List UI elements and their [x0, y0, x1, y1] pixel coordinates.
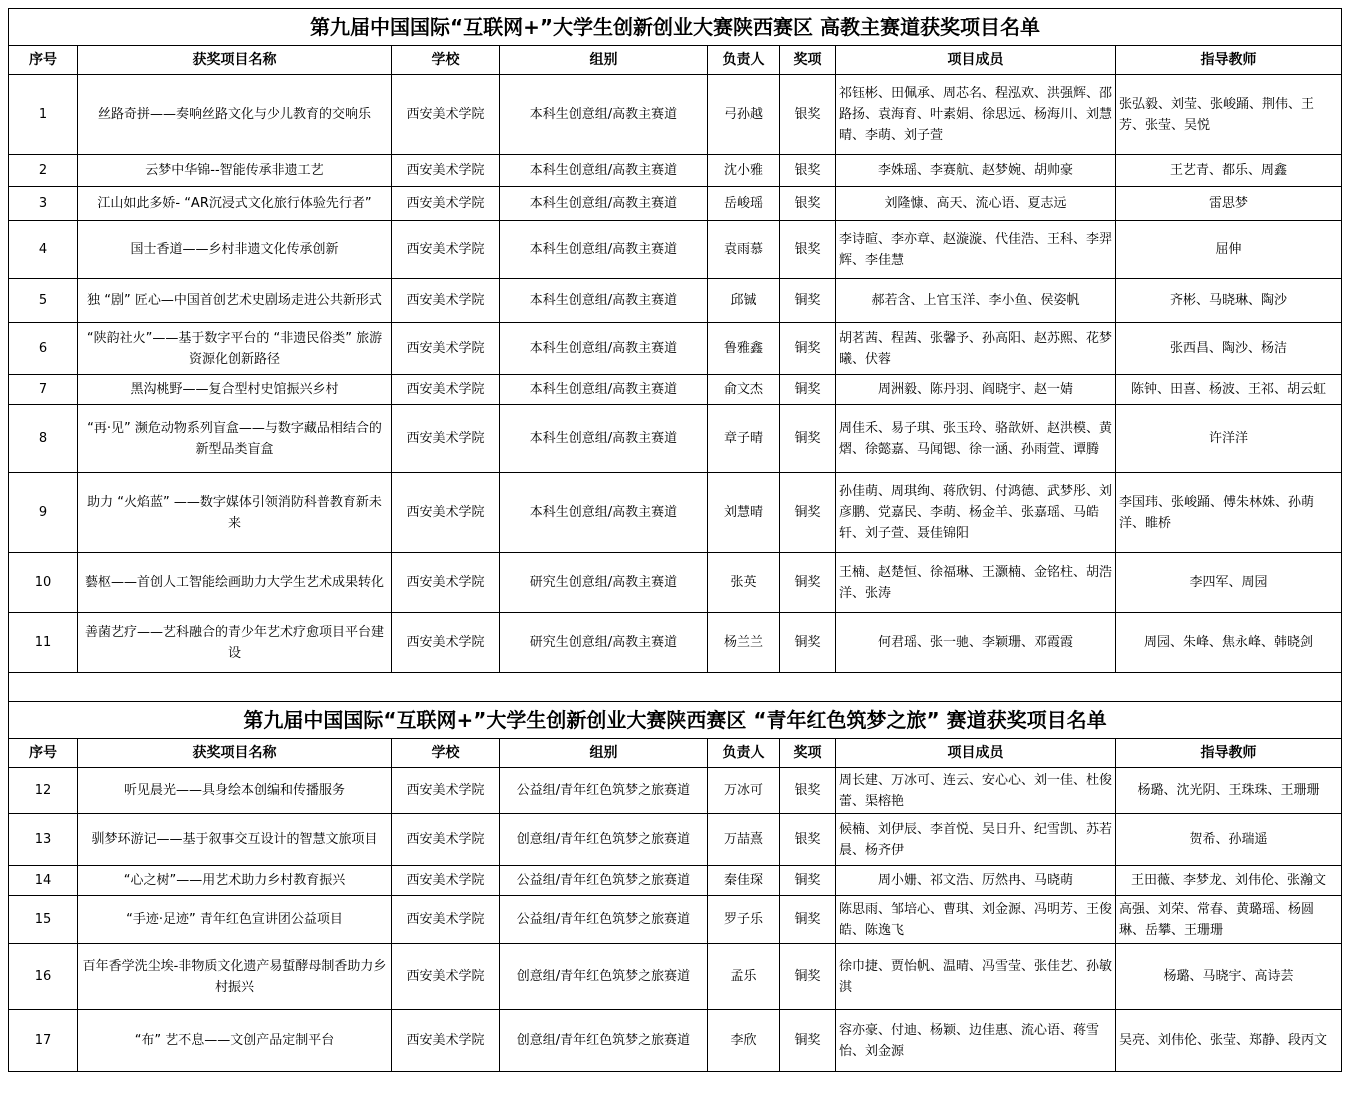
cell-teachers: 齐彬、马晓琳、陶沙: [1116, 279, 1342, 323]
cell-group: 研究生创意组/高教主赛道: [500, 553, 708, 613]
cell-award: 铜奖: [780, 613, 836, 673]
cell-project-name: 独 “剧” 匠心—中国首创艺术史剧场走进公共新形式: [78, 279, 392, 323]
cell-school: 西安美术学院: [392, 405, 500, 473]
header-school: 学校: [392, 46, 500, 75]
section-title-row: [9, 9, 1342, 46]
cell-leader: 章子晴: [708, 405, 780, 473]
cell-project-name: 善菌艺疗——艺科融合的青少年艺术疗愈项目平台建设: [78, 613, 392, 673]
cell-teachers: 张弘毅、刘莹、张峻踊、荆伟、王芳、张莹、吴悦: [1116, 75, 1342, 155]
cell-school: 西安美术学院: [392, 155, 500, 187]
cell-no: 16: [9, 944, 78, 1010]
cell-project-name: “陕韵社火”——基于数字平台的 “非遗民俗类” 旅游资源化创新路径: [78, 323, 392, 375]
header-group: 组别: [500, 46, 708, 75]
cell-no: 14: [9, 866, 78, 896]
cell-school: 西安美术学院: [392, 221, 500, 279]
header-no: 序号: [9, 46, 78, 75]
header-leader: 负责人: [708, 739, 780, 768]
cell-no: 3: [9, 187, 78, 221]
cell-project-name: 江山如此多娇- “AR沉浸式文化旅行体验先行者”: [78, 187, 392, 221]
cell-teachers: 张西昌、陶沙、杨洁: [1116, 323, 1342, 375]
cell-award: 银奖: [780, 814, 836, 866]
cell-project-name: 黑沟桃野——复合型村史馆振兴乡村: [78, 375, 392, 405]
cell-members: 李姝瑶、李赛航、赵梦婉、胡帅豪: [836, 155, 1116, 187]
cell-teachers: 杨璐、马晓宇、高诗芸: [1116, 944, 1342, 1010]
cell-leader: 刘慧晴: [708, 473, 780, 553]
cell-award: 铜奖: [780, 944, 836, 1010]
cell-leader: 邱铖: [708, 279, 780, 323]
cell-leader: 袁雨慕: [708, 221, 780, 279]
cell-teachers: 许洋洋: [1116, 405, 1342, 473]
cell-members: 祁钰彬、田佩承、周芯名、程泓欢、洪强辉、邵路扬、袁海育、叶素娟、徐思远、杨海川、刘慧晴、李萌、刘子萱: [836, 75, 1116, 155]
cell-award: 铜奖: [780, 323, 836, 375]
cell-no: 9: [9, 473, 78, 553]
section-title: 第九届中国国际“互联网+”大学生创新创业大赛陕西赛区 “青年红色筑梦之旅” 赛道获奖项目名单: [9, 702, 1342, 739]
header-teachers: 指导教师: [1116, 46, 1342, 75]
cell-group: 创意组/青年红色筑梦之旅赛道: [500, 1010, 708, 1072]
cell-members: 陈思雨、邹培心、曹琪、刘金源、冯明芳、王俊皓、陈逸飞: [836, 896, 1116, 944]
cell-group: 本科生创意组/高教主赛道: [500, 187, 708, 221]
cell-project-name: 云梦中华锦--智能传承非遗工艺: [78, 155, 392, 187]
cell-school: 西安美术学院: [392, 323, 500, 375]
table-row: [9, 768, 1342, 814]
cell-school: 西安美术学院: [392, 375, 500, 405]
cell-project-name: “心之树”——用艺术助力乡村教育振兴: [78, 866, 392, 896]
cell-teachers: 王田薇、李梦龙、刘伟伦、张瀚文: [1116, 866, 1342, 896]
cell-no: 8: [9, 405, 78, 473]
cell-members: 容亦豪、付迪、杨颖、边佳惠、流心语、蒋雪怡、刘金源: [836, 1010, 1116, 1072]
cell-project-name: 百年香学洗尘埃-非物质文化遗产易蜇酵母制香助力乡村振兴: [78, 944, 392, 1010]
table-row: [9, 155, 1342, 187]
cell-group: 研究生创意组/高教主赛道: [500, 613, 708, 673]
table-row: [9, 405, 1342, 473]
header-members: 项目成员: [836, 46, 1116, 75]
table-row: [9, 187, 1342, 221]
cell-group: 公益组/青年红色筑梦之旅赛道: [500, 896, 708, 944]
cell-award: 铜奖: [780, 866, 836, 896]
cell-school: 西安美术学院: [392, 1010, 500, 1072]
cell-leader: 秦佳琛: [708, 866, 780, 896]
cell-members: 周洲毅、陈丹羽、阎晓宇、赵一婧: [836, 375, 1116, 405]
cell-members: 候楠、刘伊辰、李首悦、吴日升、纪雪凯、苏若晨、杨齐伊: [836, 814, 1116, 866]
cell-no: 10: [9, 553, 78, 613]
table-row: [9, 613, 1342, 673]
cell-school: 西安美术学院: [392, 768, 500, 814]
table-row: [9, 279, 1342, 323]
cell-leader: 岳峻瑶: [708, 187, 780, 221]
table-row: [9, 814, 1342, 866]
cell-teachers: 李国玮、张峻踊、傅朱林姝、孙萌洋、睢桥: [1116, 473, 1342, 553]
cell-group: 公益组/青年红色筑梦之旅赛道: [500, 768, 708, 814]
cell-award: 铜奖: [780, 279, 836, 323]
cell-school: 西安美术学院: [392, 187, 500, 221]
cell-group: 本科生创意组/高教主赛道: [500, 155, 708, 187]
cell-members: 徐巾捷、贾怡帆、温晴、冯雪莹、张佳艺、孙敏淇: [836, 944, 1116, 1010]
header-award: 奖项: [780, 46, 836, 75]
cell-members: 何君瑶、张一驰、李颖珊、邓霞霞: [836, 613, 1116, 673]
cell-award: 铜奖: [780, 1010, 836, 1072]
cell-members: 刘隆慷、高天、流心语、夏志远: [836, 187, 1116, 221]
cell-project-name: “手迹·足迹” 青年红色宣讲团公益项目: [78, 896, 392, 944]
cell-leader: 李欣: [708, 1010, 780, 1072]
cell-award: 铜奖: [780, 896, 836, 944]
header-group: 组别: [500, 739, 708, 768]
header-award: 奖项: [780, 739, 836, 768]
cell-award: 铜奖: [780, 473, 836, 553]
cell-school: 西安美术学院: [392, 75, 500, 155]
header-members: 项目成员: [836, 739, 1116, 768]
cell-group: 本科生创意组/高教主赛道: [500, 75, 708, 155]
cell-project-name: “再·见” 濒危动物系列盲盒——与数字藏品相结合的新型品类盲盒: [78, 405, 392, 473]
table-row: [9, 553, 1342, 613]
cell-group: 创意组/青年红色筑梦之旅赛道: [500, 944, 708, 1010]
cell-school: 西安美术学院: [392, 279, 500, 323]
cell-leader: 孟乐: [708, 944, 780, 1010]
table-row: [9, 1010, 1342, 1072]
cell-no: 5: [9, 279, 78, 323]
header-school: 学校: [392, 739, 500, 768]
cell-no: 1: [9, 75, 78, 155]
cell-group: 本科生创意组/高教主赛道: [500, 375, 708, 405]
cell-award: 银奖: [780, 221, 836, 279]
cell-no: 4: [9, 221, 78, 279]
cell-leader: 弓孙越: [708, 75, 780, 155]
cell-teachers: 王艺青、都乐、周鑫: [1116, 155, 1342, 187]
header-teachers: 指导教师: [1116, 739, 1342, 768]
cell-school: 西安美术学院: [392, 473, 500, 553]
cell-no: 12: [9, 768, 78, 814]
cell-teachers: 雷思梦: [1116, 187, 1342, 221]
header-no: 序号: [9, 739, 78, 768]
cell-leader: 万冰可: [708, 768, 780, 814]
cell-group: 本科生创意组/高教主赛道: [500, 221, 708, 279]
cell-group: 创意组/青年红色筑梦之旅赛道: [500, 814, 708, 866]
cell-members: 孙佳萌、周琪绚、蒋欣钥、付鸿德、武梦彤、刘彦鹏、党嘉民、李萌、杨金羊、张嘉瑶、马皓轩、刘子萱、聂佳锦阳: [836, 473, 1116, 553]
cell-award: 银奖: [780, 768, 836, 814]
cell-members: 周小姗、祁文浩、厉然冉、马晓萌: [836, 866, 1116, 896]
cell-project-name: 驯梦环游记——基于叙事交互设计的智慧文旅项目: [78, 814, 392, 866]
cell-no: 6: [9, 323, 78, 375]
award-list-sheet: [8, 8, 1341, 1072]
cell-members: 周长建、万冰可、连云、安心心、刘一佳、杜俊蕾、渠榕艳: [836, 768, 1116, 814]
cell-no: 17: [9, 1010, 78, 1072]
section-title: 第九届中国国际“互联网+”大学生创新创业大赛陕西赛区 高教主赛道获奖项目名单: [9, 9, 1342, 46]
header-leader: 负责人: [708, 46, 780, 75]
cell-school: 西安美术学院: [392, 944, 500, 1010]
table-row: [9, 866, 1342, 896]
cell-members: 李诗暄、李亦章、赵漩漩、代佳浩、王科、李羿辉、李佳慧: [836, 221, 1116, 279]
header-project-name: 获奖项目名称: [78, 739, 392, 768]
cell-group: 公益组/青年红色筑梦之旅赛道: [500, 866, 708, 896]
cell-leader: 杨兰兰: [708, 613, 780, 673]
cell-members: 郝若含、上官玉洋、李小鱼、侯姿帆: [836, 279, 1116, 323]
cell-teachers: 陈钟、田喜、杨波、王祁、胡云虹: [1116, 375, 1342, 405]
cell-no: 7: [9, 375, 78, 405]
cell-school: 西安美术学院: [392, 814, 500, 866]
cell-members: 胡茗茜、程茜、张馨予、孙高阳、赵苏熙、花梦曦、伏蓉: [836, 323, 1116, 375]
cell-project-name: 听见晨光——具身绘本创编和传播服务: [78, 768, 392, 814]
cell-award: 铜奖: [780, 405, 836, 473]
table-row: [9, 75, 1342, 155]
cell-group: 本科生创意组/高教主赛道: [500, 405, 708, 473]
cell-school: 西安美术学院: [392, 613, 500, 673]
table-row: [9, 323, 1342, 375]
cell-leader: 沈小雅: [708, 155, 780, 187]
cell-school: 西安美术学院: [392, 553, 500, 613]
cell-teachers: 高强、刘荣、常春、黄璐瑶、杨圆琳、岳攀、王珊珊: [1116, 896, 1342, 944]
cell-teachers: 李四军、周园: [1116, 553, 1342, 613]
cell-group: 本科生创意组/高教主赛道: [500, 323, 708, 375]
cell-award: 铜奖: [780, 375, 836, 405]
award-table: [8, 8, 1342, 1072]
cell-award: 银奖: [780, 155, 836, 187]
cell-group: 本科生创意组/高教主赛道: [500, 279, 708, 323]
cell-teachers: 吴亮、刘伟伦、张莹、郑静、段丙文: [1116, 1010, 1342, 1072]
header-row: [9, 46, 1342, 75]
cell-members: 周佳禾、易子琪、张玉玲、骆歆妍、赵洪模、黄熠、徐懿嘉、马闻锶、徐一涵、孙雨萱、谭腾: [836, 405, 1116, 473]
table-row: [9, 375, 1342, 405]
section-title-row: [9, 702, 1342, 739]
cell-project-name: 国士香道——乡村非遗文化传承创新: [78, 221, 392, 279]
cell-project-name: 藝枢——首创人工智能绘画助力大学生艺术成果转化: [78, 553, 392, 613]
header-project-name: 获奖项目名称: [78, 46, 392, 75]
cell-project-name: 助力 “火焰蓝” ——数字媒体引领消防科普教育新未来: [78, 473, 392, 553]
table-row: [9, 473, 1342, 553]
header-row: [9, 739, 1342, 768]
table-row: [9, 944, 1342, 1010]
cell-school: 西安美术学院: [392, 866, 500, 896]
cell-no: 2: [9, 155, 78, 187]
cell-leader: 张英: [708, 553, 780, 613]
cell-teachers: 杨璐、沈光阴、王珠珠、王珊珊: [1116, 768, 1342, 814]
cell-teachers: 周园、朱峰、焦永峰、韩晓剑: [1116, 613, 1342, 673]
cell-award: 铜奖: [780, 553, 836, 613]
cell-leader: 鲁雅鑫: [708, 323, 780, 375]
cell-no: 11: [9, 613, 78, 673]
blank-cell: [9, 673, 1342, 702]
table-row: [9, 896, 1342, 944]
cell-project-name: “布” 艺不息——文创产品定制平台: [78, 1010, 392, 1072]
cell-teachers: 屈伸: [1116, 221, 1342, 279]
spacer-row: [9, 673, 1342, 702]
cell-school: 西安美术学院: [392, 896, 500, 944]
cell-no: 13: [9, 814, 78, 866]
cell-award: 银奖: [780, 187, 836, 221]
cell-project-name: 丝路奇拼——奏响丝路文化与少儿教育的交响乐: [78, 75, 392, 155]
cell-members: 王楠、赵楚恒、徐福琳、王灏楠、金铭柱、胡浩洋、张涛: [836, 553, 1116, 613]
cell-group: 本科生创意组/高教主赛道: [500, 473, 708, 553]
cell-leader: 万喆熹: [708, 814, 780, 866]
cell-award: 银奖: [780, 75, 836, 155]
cell-leader: 罗子乐: [708, 896, 780, 944]
cell-teachers: 贺希、孙瑞遥: [1116, 814, 1342, 866]
table-row: [9, 221, 1342, 279]
cell-leader: 俞文杰: [708, 375, 780, 405]
cell-no: 15: [9, 896, 78, 944]
